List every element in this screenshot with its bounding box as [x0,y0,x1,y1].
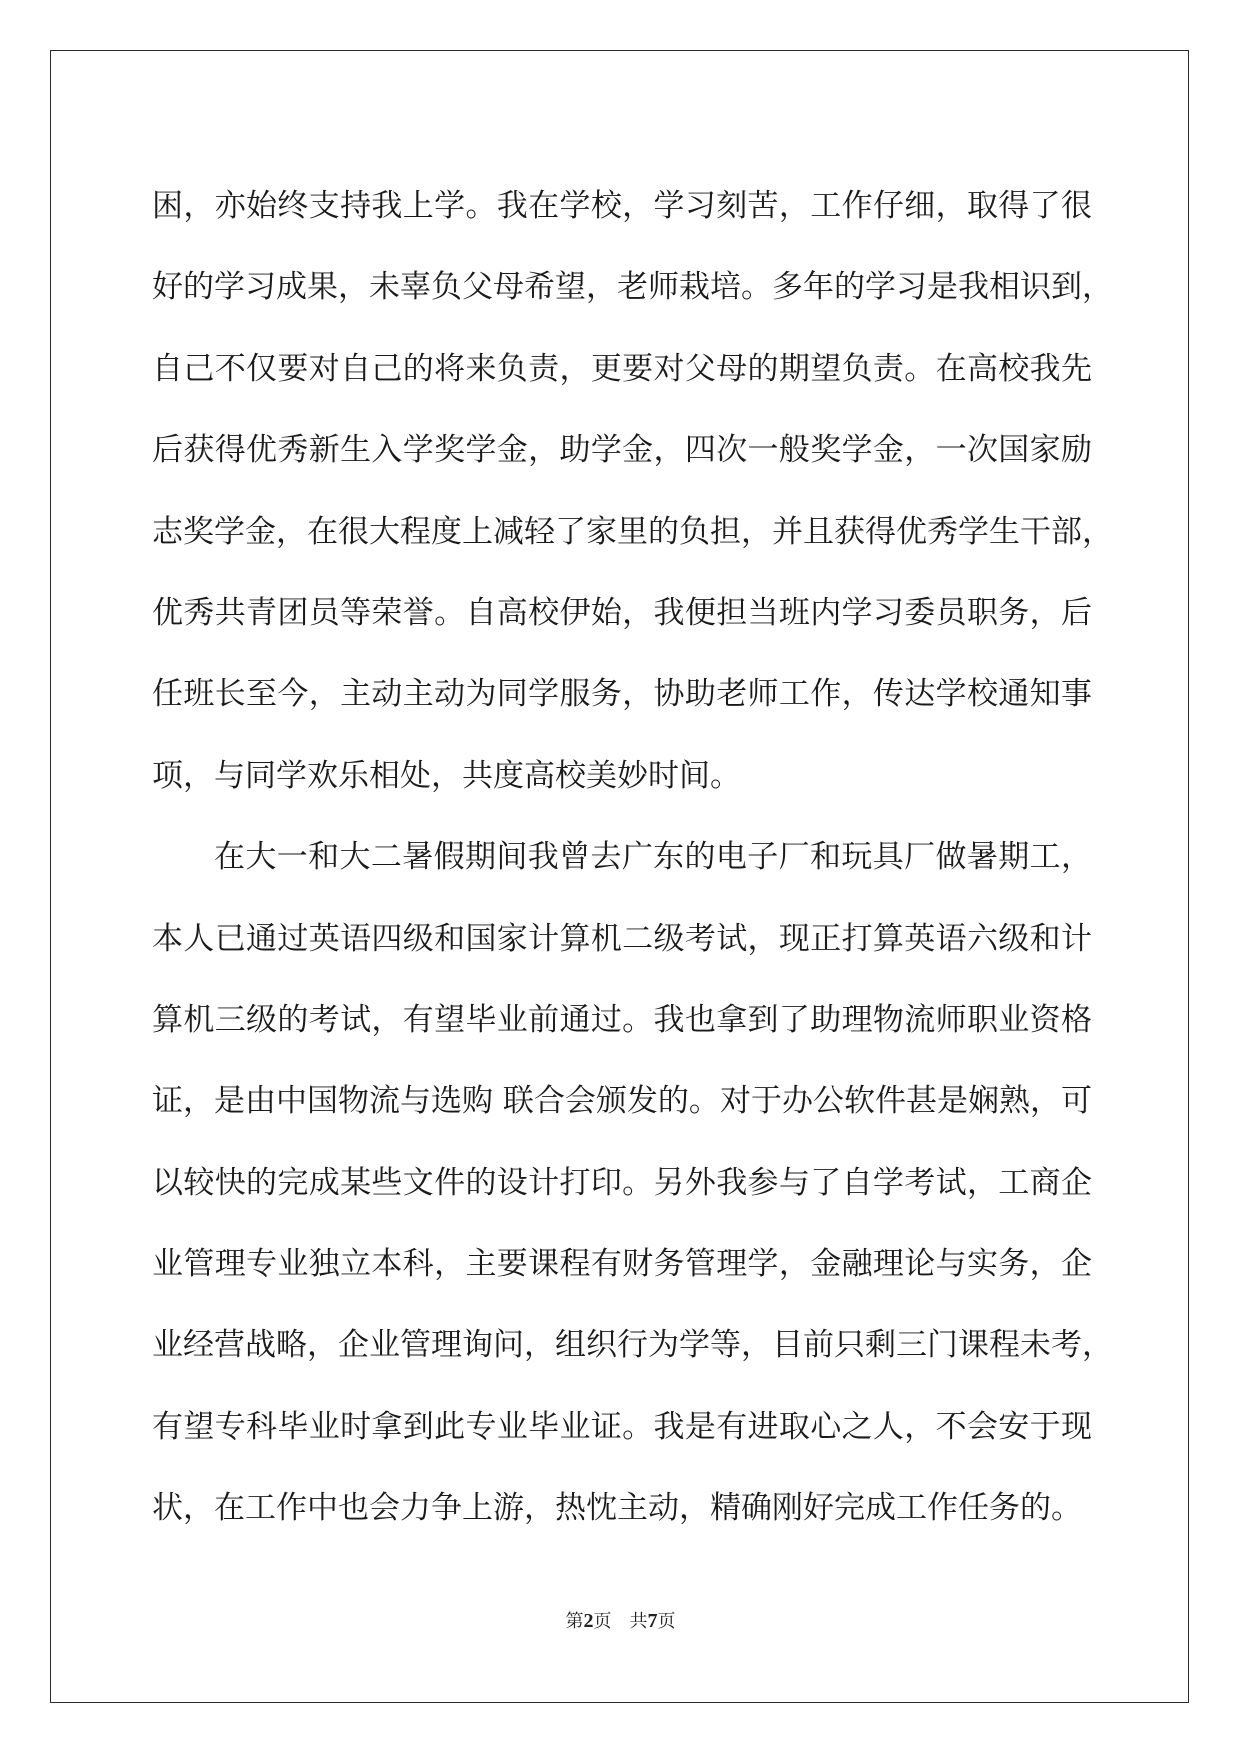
page-number: 第2页 [565,1610,612,1632]
text-line: 优秀共青团员等荣誉。自高校伊始，我便担当班内学习委员职务，后 [152,594,1092,631]
text-line: 有望专科毕业时拿到此专业毕业证。我是有进取心之人，不会安于现 [152,1408,1092,1445]
text-line: 任班长至今，主动主动为同学服务，协助老师工作，传达学校通知事 [152,676,1092,713]
text-line: 志奖学金，在很大程度上减轻了家里的负担，并且获得优秀学生干部， [152,513,1113,550]
text-line: 自己不仅要对自己的将来负责，更要对父母的期望负责。在高校我先 [152,350,1092,387]
text-line: 证，是由中国物流与选购 联合会颁发的。对于办公软件甚是娴熟，可 [152,1083,1092,1120]
text-line: 困，亦始终支持我上学。我在学校，学习刻苦，工作仔细，取得了很 [152,188,1092,224]
page-total: 共7页 [629,1610,676,1632]
text-line: 项，与同学欢乐相处，共度高校美妙时间。 [152,757,741,794]
text-line: 以较快的完成某些文件的设计打印。另外我参与了自学考试，工商企 [152,1164,1092,1201]
text-line: 业经营战略，企业管理询问，组织行为学等，目前只剩三门课程未考， [152,1327,1113,1364]
text-line: 后获得优秀新生入学奖学金，助学金，四次一般奖学金，一次国家励 [152,432,1092,469]
text-line: 算机三级的考试，有望毕业前通过。我也拿到了助理物流师职业资格 [152,1001,1092,1038]
text-line: 业管理专业独立本科，主要课程有财务管理学，金融理论与实务，企 [152,1246,1092,1283]
text-line: 好的学习成果，未辜负父母希望，老师栽培。多年的学习是我相识到， [152,269,1113,306]
text-line: 本人已通过英语四级和国家计算机二级考试，现正打算英语六级和计 [152,920,1092,957]
document-body [152,166,1113,1550]
text-line: 在大一和大二暑假期间我曾去广东的电子厂和玩具厂做暑期工， [214,839,1092,876]
text-line: 状，在工作中也会力争上游，热忱主动，精确刚好完成工作任务的。 [152,1490,1082,1527]
page-footer [0,1607,1241,1633]
